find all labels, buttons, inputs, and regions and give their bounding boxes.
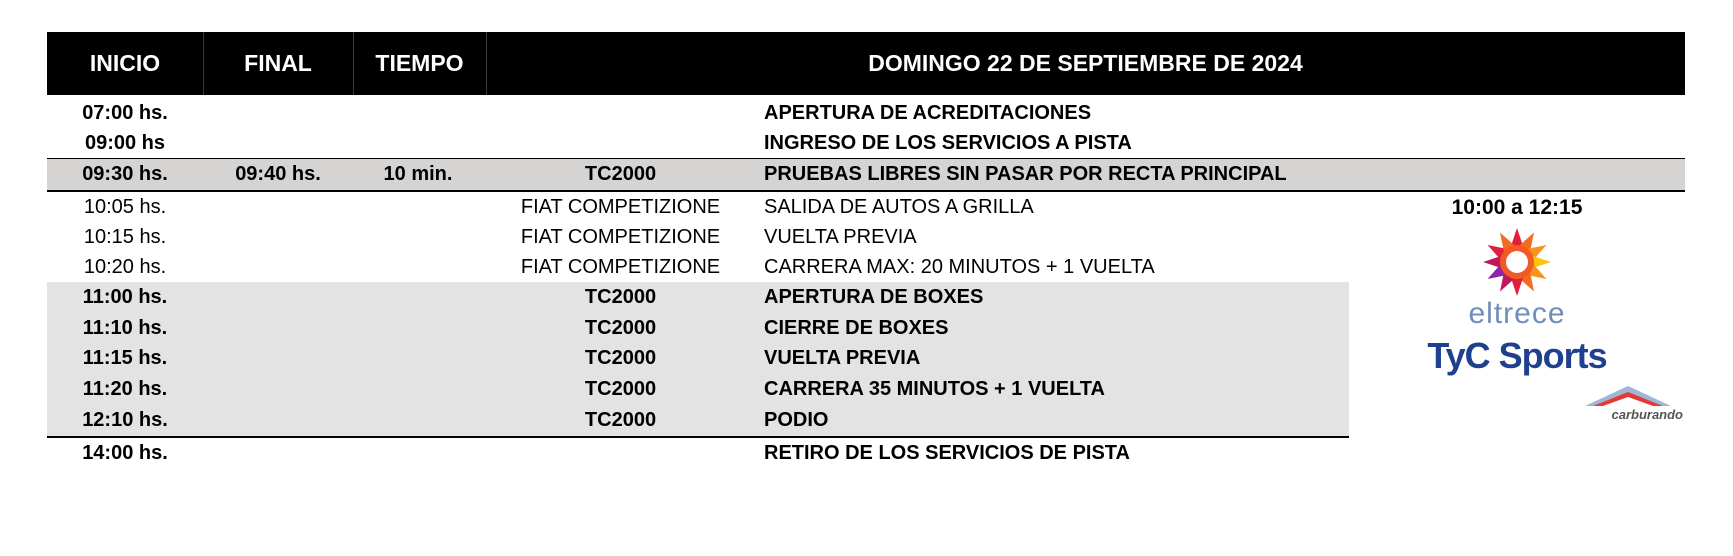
table-row [47, 128, 1685, 158]
cell-evento: RETIRO DE LOS SERVICIOS DE PISTA [764, 442, 1130, 464]
cell-evento: PODIO [764, 409, 829, 431]
table-row [47, 98, 1685, 128]
cell-categoria: FIAT COMPETIZIONE [520, 195, 721, 218]
cell-categoria: TC2000 [584, 286, 657, 308]
carburando-logo-text: carburando [1611, 407, 1683, 422]
cell-inicio: 12:10 hs. [82, 409, 168, 431]
header-title: DOMINGO 22 DE SEPTIEMBRE DE 2024 [868, 50, 1303, 76]
cell-evento: VUELTA PREVIA [764, 225, 917, 248]
cell-evento: CARRERA MAX: 20 MINUTOS + 1 VUELTA [764, 255, 1155, 278]
cell-evento: APERTURA DE ACREDITACIONES [764, 101, 1092, 124]
cell-evento: CARRERA 35 MINUTOS + 1 VUELTA [764, 378, 1105, 400]
cell-evento: CIERRE DE BOXES [764, 316, 949, 339]
carburando-logo-icon [1583, 384, 1673, 408]
eltrece-flower-icon [1482, 227, 1552, 297]
tyc-sports-logo-text: TyC Sports [1427, 335, 1607, 376]
cell-categoria: TC2000 [584, 316, 657, 339]
cell-evento: INGRESO DE LOS SERVICIOS A PISTA [764, 131, 1132, 154]
cell-evento: APERTURA DE BOXES [764, 286, 984, 308]
cell-inicio: 07:00 hs. [82, 101, 168, 124]
cell-final: 09:40 hs. [235, 163, 321, 185]
cell-categoria: FIAT COMPETIZIONE [520, 255, 721, 278]
cell-categoria: FIAT COMPETIZIONE [520, 225, 721, 248]
cell-inicio: 11:00 hs. [82, 286, 168, 308]
cell-categoria: TC2000 [584, 163, 657, 185]
cell-evento: PRUEBAS LIBRES SIN PASAR POR RECTA PRINCIPAL [764, 163, 1287, 185]
tv-broadcast-panel [1349, 192, 1685, 472]
cell-inicio: 11:15 hs. [82, 347, 168, 369]
broadcast-time: 10:00 a 12:15 [1451, 196, 1583, 219]
cell-categoria: TC2000 [584, 347, 657, 369]
cell-inicio: 10:20 hs. [83, 255, 167, 278]
cell-categoria: TC2000 [584, 409, 657, 431]
eltrece-logo-text: eltrece [1468, 297, 1566, 330]
cell-tiempo: 10 min. [383, 163, 453, 185]
header-inicio: INICIO [89, 50, 161, 76]
cell-inicio: 09:30 hs. [82, 163, 168, 185]
table-header [47, 32, 1685, 95]
cell-inicio: 10:15 hs. [83, 225, 167, 248]
table-row [47, 159, 1685, 190]
cell-evento: VUELTA PREVIA [764, 347, 921, 369]
schedule-table [47, 32, 1685, 464]
cell-categoria: TC2000 [584, 378, 657, 400]
header-tiempo: TIEMPO [375, 50, 464, 76]
header-final: FINAL [244, 50, 312, 76]
cell-inicio: 11:10 hs. [82, 316, 168, 339]
cell-evento: SALIDA DE AUTOS A GRILLA [764, 195, 1034, 218]
cell-inicio: 11:20 hs. [82, 378, 168, 400]
cell-inicio: 10:05 hs. [83, 195, 167, 218]
cell-inicio: 09:00 hs [84, 131, 166, 154]
cell-inicio: 14:00 hs. [82, 442, 168, 464]
